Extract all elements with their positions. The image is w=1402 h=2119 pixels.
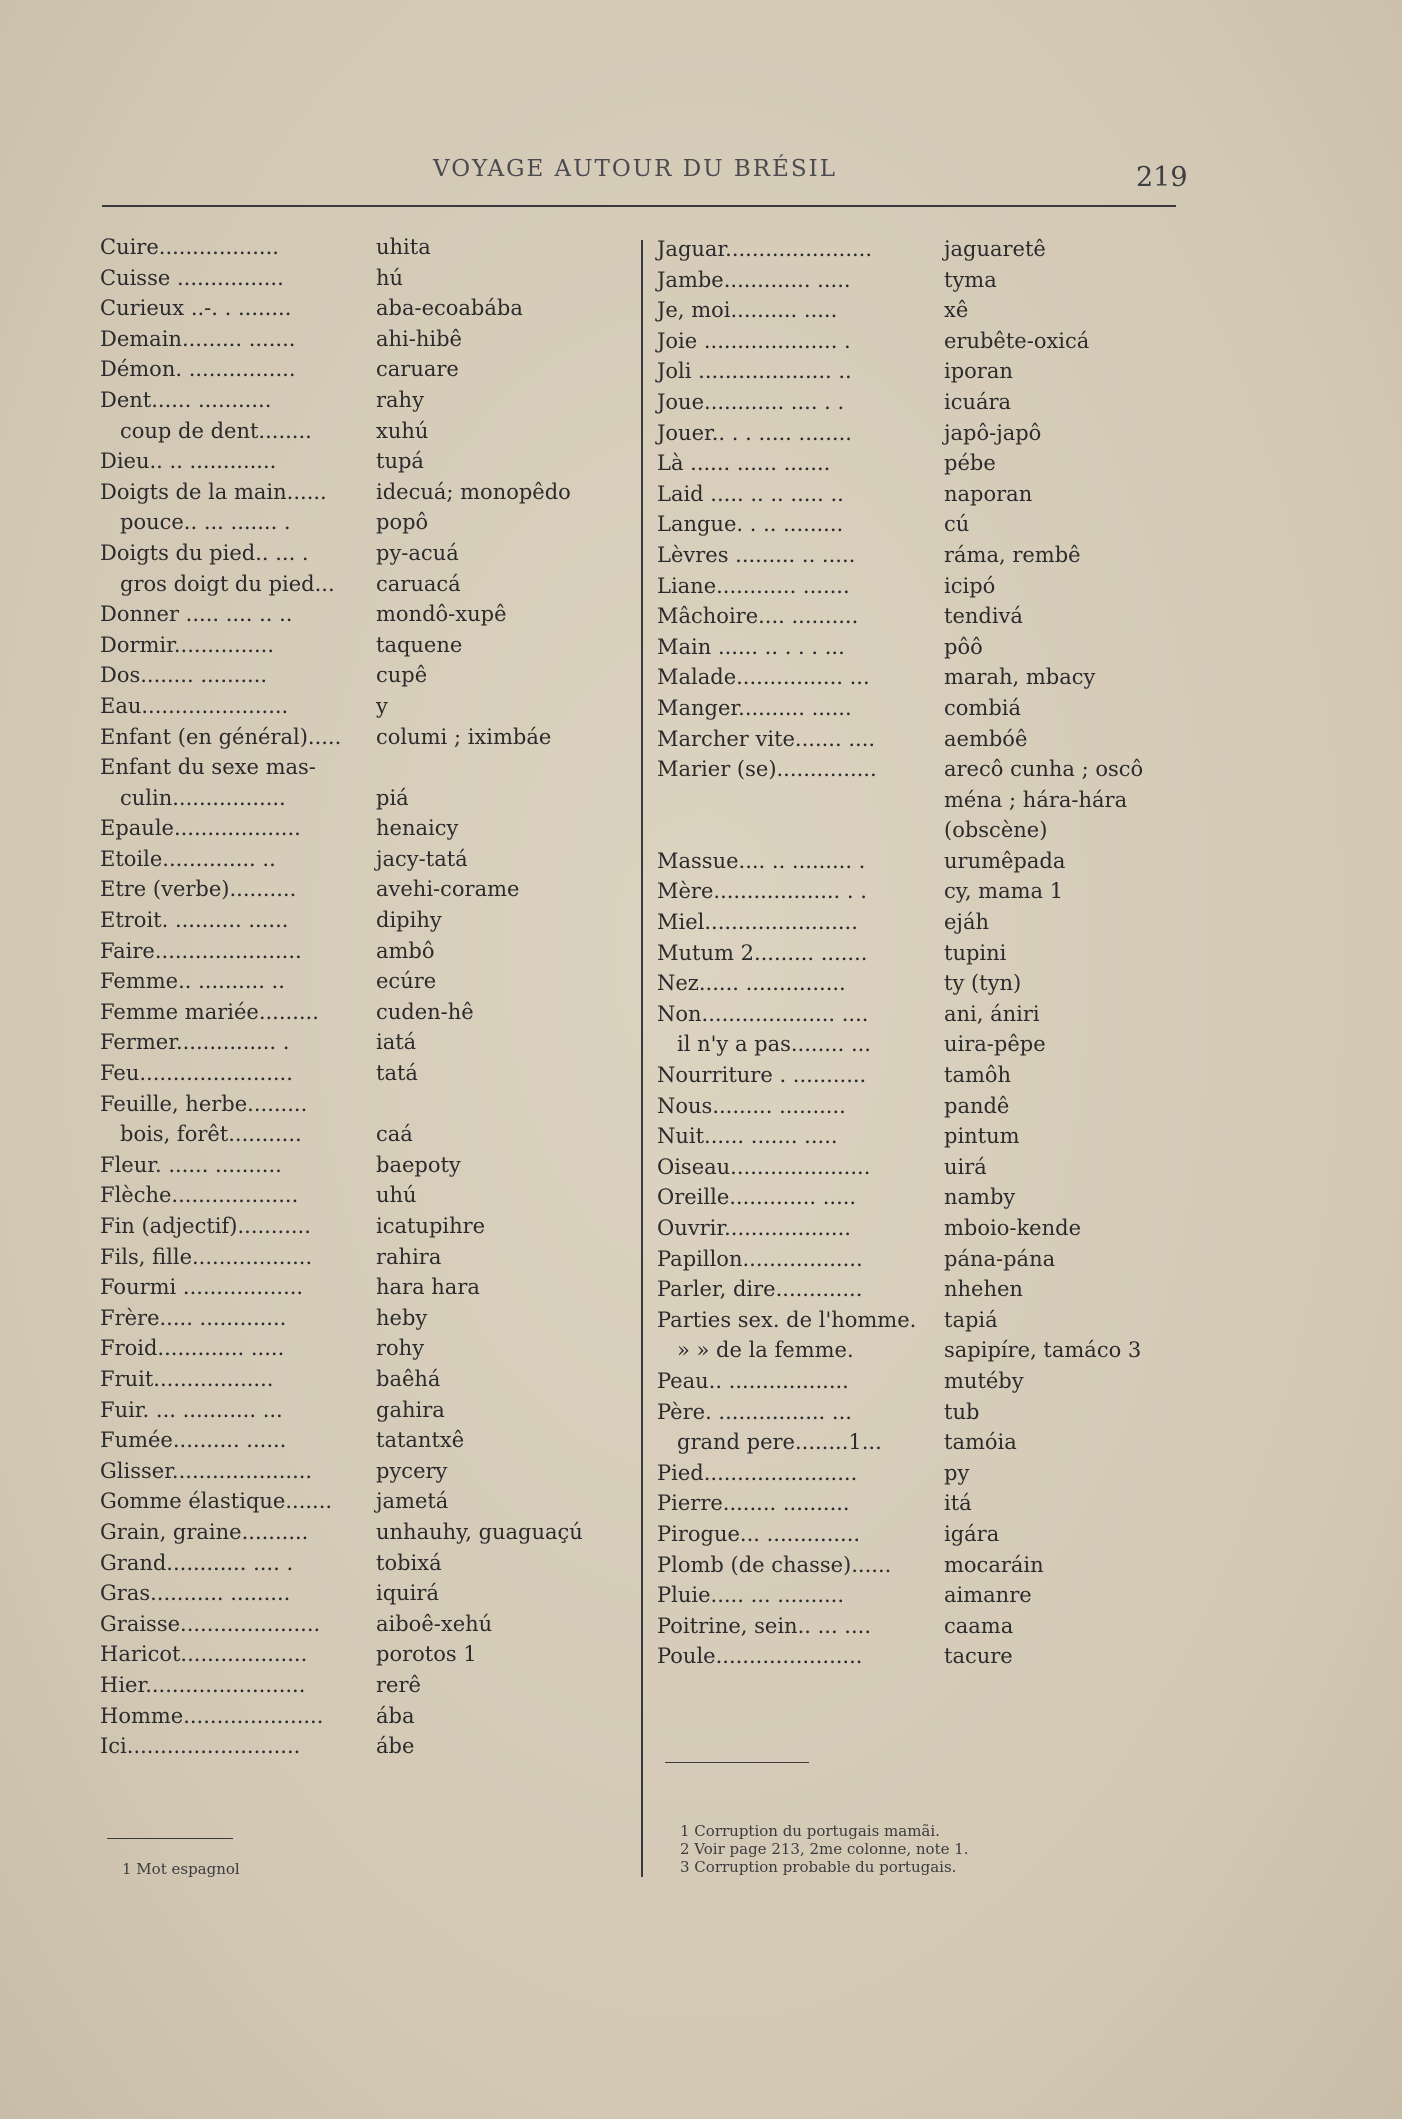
header-rule	[102, 205, 1176, 207]
french-term: Enfant (en général).....	[100, 724, 342, 749]
tupi-term: aiboê-xehú	[376, 1611, 493, 1636]
tupi-term: combiá	[944, 695, 1021, 720]
french-term: Eau......................	[100, 693, 289, 718]
tupi-term: japô-japô	[944, 420, 1042, 445]
tupi-term: marah, mbacy	[944, 665, 1096, 690]
french-term: coup de dent........	[120, 418, 312, 443]
french-term: Mère................... . .	[657, 879, 867, 904]
page-number: 219	[1136, 162, 1188, 193]
french-term: Manger.......... ......	[657, 695, 852, 720]
tupi-term: taquene	[376, 632, 463, 657]
french-term: Glisser.....................	[100, 1458, 313, 1483]
french-term: Fermer............... .	[100, 1030, 290, 1055]
french-term: Main ...... .. . . . ...	[657, 634, 845, 659]
french-term: Cuisse ................	[100, 265, 284, 290]
french-term: Doigts du pied.. ... .	[100, 540, 309, 565]
footnote-rule-right	[665, 1762, 809, 1763]
french-term: Lèvres ......... .. .....	[657, 542, 856, 567]
tupi-term: tupá	[376, 449, 424, 474]
tupi-term: sapipíre, tamáco 3	[944, 1338, 1142, 1363]
tupi-term: tub	[944, 1399, 980, 1424]
french-term: » » de la femme.	[677, 1338, 854, 1363]
footnote-rule-left	[107, 1838, 233, 1839]
tupi-term: tatá	[376, 1061, 418, 1086]
french-term: Donner ..... .... .. ..	[100, 602, 293, 627]
french-term: Fumée.......... ......	[100, 1428, 287, 1453]
tupi-term: tapiá	[944, 1307, 998, 1332]
french-term: Jambe............. .....	[657, 267, 851, 292]
french-term: Fuir. ... ........... ...	[100, 1397, 283, 1422]
tupi-term: ména ; hára-hára	[944, 787, 1128, 812]
tupi-term: ambô	[376, 938, 435, 963]
french-term: Flèche...................	[100, 1183, 299, 1208]
french-term: Démon. ................	[100, 357, 296, 382]
footnote-right-2: 2 Voir page 213, 2me colonne, note 1.	[680, 1840, 969, 1858]
french-term: Pirogue... ..............	[657, 1521, 861, 1546]
french-term: Feuille, herbe.........	[100, 1091, 308, 1116]
tupi-term: heby	[376, 1305, 428, 1330]
french-term: Liane............ .......	[657, 573, 850, 598]
tupi-term: caá	[376, 1122, 413, 1147]
french-term: Doigts de la main......	[100, 479, 327, 504]
tupi-term: uhú	[376, 1183, 417, 1208]
tupi-term: gahira	[376, 1397, 445, 1422]
tupi-term: aba-ecoabába	[376, 296, 523, 321]
french-term: Langue. . .. .........	[657, 512, 844, 537]
tupi-term: hú	[376, 265, 404, 290]
french-term: Mutum 2......... .......	[657, 940, 868, 965]
french-term: bois, forêt...........	[120, 1122, 302, 1147]
french-term: Grain, graine..........	[100, 1519, 309, 1544]
french-term: Pierre........ ..........	[657, 1491, 850, 1516]
tupi-term: porotos 1	[376, 1642, 477, 1667]
french-term: culin.................	[120, 785, 286, 810]
tupi-term: jaguaretê	[944, 237, 1046, 261]
french-term: Graisse.....................	[100, 1611, 321, 1636]
tupi-term: cy, mama 1	[944, 879, 1064, 904]
french-term: Froid............. .....	[100, 1336, 285, 1361]
french-term: Marcher vite....... ....	[657, 726, 876, 751]
french-term: Femme mariée.........	[100, 999, 319, 1024]
french-term: Gras........... .........	[100, 1581, 291, 1606]
tupi-term: ráma, rembê	[944, 542, 1081, 567]
tupi-term: icuára	[944, 389, 1012, 414]
french-term: Père. ................ ...	[657, 1399, 852, 1424]
french-term: Curieux ..-. . ........	[100, 296, 292, 321]
tupi-term: popô	[376, 510, 429, 535]
tupi-term: mutéby	[944, 1368, 1024, 1393]
french-term: Oreille............. .....	[657, 1185, 857, 1210]
tupi-term: icatupihre	[376, 1214, 486, 1238]
french-term: Malade................ ...	[657, 665, 870, 690]
tupi-term: urumêpada	[944, 848, 1066, 873]
french-term: Joue............ .... . .	[657, 389, 845, 414]
tupi-term: pandê	[944, 1093, 1010, 1118]
tupi-term: cupê	[376, 663, 428, 688]
tupi-term: rahy	[376, 387, 424, 412]
tupi-term: y	[376, 693, 388, 718]
french-term: Fourmi ..................	[100, 1275, 304, 1300]
tupi-term: mboio-kende	[944, 1216, 1082, 1240]
french-term: Poule......................	[657, 1644, 863, 1669]
french-term: Pied.......................	[657, 1460, 858, 1485]
french-term: Mâchoire.... ..........	[657, 604, 859, 629]
tupi-term: baepoty	[376, 1152, 461, 1177]
french-term: Dent...... ...........	[100, 387, 272, 412]
tupi-term: dipihy	[376, 908, 442, 933]
french-term: Pluie..... ... ..........	[657, 1583, 845, 1608]
tupi-term: iquirá	[376, 1581, 439, 1606]
french-term: Dieu.. .. .............	[100, 449, 277, 474]
tupi-term: ecúre	[376, 969, 437, 994]
french-term: Plomb (de chasse)......	[657, 1552, 892, 1577]
tupi-term: ani, ániri	[944, 1001, 1040, 1026]
footnote-right-1: 1 Corruption du portugais mamãi.	[680, 1822, 940, 1840]
tupi-term: ábe	[376, 1734, 415, 1759]
tupi-term: iporan	[944, 359, 1013, 384]
tupi-term: caama	[944, 1613, 1014, 1638]
french-term: Ouvrir...................	[657, 1216, 851, 1240]
french-term: Laid ..... .. .. ..... ..	[657, 481, 844, 506]
french-term: il n'y a pas........ ...	[677, 1032, 871, 1057]
tupi-term: tyma	[944, 267, 997, 292]
french-term: Papillon..................	[657, 1246, 863, 1271]
french-term: Hier........................	[100, 1672, 306, 1697]
tupi-term: ty (tyn)	[944, 971, 1022, 996]
french-term: Homme.....................	[100, 1703, 324, 1728]
tupi-term: caruare	[376, 357, 459, 382]
tupi-term: pintum	[944, 1124, 1020, 1149]
french-term: Peau.. ..................	[657, 1368, 849, 1393]
tupi-term: pycery	[376, 1458, 448, 1483]
tupi-term: tobixá	[376, 1550, 442, 1575]
footnote-left-1: 1 Mot espagnol	[122, 1860, 240, 1878]
tupi-term: unhauhy, guaguaçú	[376, 1519, 583, 1544]
french-term: Feu.......................	[100, 1061, 293, 1086]
tupi-term: mondô-xupê	[376, 602, 507, 627]
french-term: Fin (adjectif)...........	[100, 1214, 311, 1238]
tupi-term: erubête-oxicá	[944, 328, 1090, 353]
french-term: Gomme élastique.......	[100, 1489, 333, 1514]
french-term: Je, moi.......... .....	[657, 298, 838, 323]
tupi-term: tacure	[944, 1644, 1013, 1669]
french-term: pouce.. ... ....... .	[120, 510, 291, 535]
french-term: Enfant du sexe mas-	[100, 755, 316, 780]
tupi-term: aimanre	[944, 1583, 1032, 1608]
tupi-term: tupini	[944, 940, 1007, 965]
french-term: Non.................... ....	[657, 1001, 869, 1026]
french-term: Faire......................	[100, 938, 302, 963]
tupi-term: naporan	[944, 481, 1033, 506]
tupi-term: ába	[376, 1703, 415, 1728]
french-term: Nuit...... ....... .....	[657, 1124, 838, 1149]
french-term: Fruit..................	[100, 1366, 274, 1391]
tupi-term: namby	[944, 1185, 1016, 1210]
tupi-term: tamôh	[944, 1063, 1012, 1088]
tupi-term: iatá	[376, 1030, 417, 1055]
footnote-right-3: 3 Corruption probable du portugais.	[680, 1858, 957, 1876]
tupi-term: hara hara	[376, 1275, 480, 1300]
french-term: Là ...... ...... .......	[657, 451, 831, 476]
tupi-term: cuden-hê	[376, 999, 474, 1024]
french-term: Jouer.. . . ..... ........	[657, 420, 852, 445]
tupi-term: tamóia	[944, 1430, 1017, 1455]
running-head: VOYAGE AUTOUR DU BRÉSIL	[433, 156, 838, 182]
french-term: Fleur. ...... ..........	[100, 1152, 282, 1177]
french-term: Grand............ .... .	[100, 1550, 294, 1575]
french-term: Etoile.............. ..	[100, 846, 276, 871]
french-term: gros doigt du pied...	[120, 571, 335, 596]
tupi-term: piá	[376, 785, 409, 810]
french-term: Parties sex. de l'homme.	[657, 1307, 917, 1332]
french-term: Etre (verbe)..........	[100, 877, 297, 902]
tupi-term: tendivá	[944, 604, 1023, 629]
tupi-term: rohy	[376, 1336, 425, 1361]
french-term: Joie .................... .	[657, 328, 851, 353]
tupi-term: uira-pêpe	[944, 1032, 1046, 1057]
french-term: Dos........ ..........	[100, 663, 268, 688]
french-term: Massue.... .. ......... .	[657, 848, 866, 873]
tupi-term: py-acuá	[376, 540, 459, 565]
french-term: Nourriture . ...........	[657, 1063, 867, 1088]
tupi-term: avehi-corame	[376, 877, 520, 902]
tupi-term: tatantxê	[376, 1428, 465, 1453]
tupi-term: rerê	[376, 1672, 421, 1697]
french-term: Jaguar......................	[657, 237, 873, 261]
french-term: Oiseau.....................	[657, 1154, 871, 1179]
tupi-term: henaicy	[376, 816, 459, 841]
tupi-term: mocaráin	[944, 1552, 1044, 1577]
french-term: Haricot...................	[100, 1642, 308, 1667]
french-term: Poitrine, sein.. ... ....	[657, 1613, 872, 1638]
tupi-term: pána-pána	[944, 1246, 1056, 1271]
french-term: Femme.. .......... ..	[100, 969, 285, 994]
french-term: Nous......... ..........	[657, 1093, 846, 1118]
tupi-term: columi ; iximbáe	[376, 724, 552, 749]
tupi-term: itá	[944, 1491, 972, 1516]
tupi-term: uhita	[376, 235, 431, 259]
tupi-term: arecô cunha ; oscô	[944, 757, 1144, 782]
tupi-term: igára	[944, 1521, 1000, 1546]
french-term: Nez...... ...............	[657, 971, 846, 996]
french-term: Marier (se)...............	[657, 757, 877, 782]
tupi-term: cú	[944, 512, 970, 537]
french-term: Etroit. .......... ......	[100, 908, 289, 933]
tupi-term: ahi-hibê	[376, 326, 462, 351]
tupi-term: icipó	[944, 573, 996, 598]
tupi-term: baêhá	[376, 1366, 441, 1391]
french-term: grand pere........1...	[677, 1430, 882, 1455]
french-term: Frère..... .............	[100, 1305, 287, 1330]
french-term: Joli .................... ..	[657, 359, 852, 384]
french-term: Cuire..................	[100, 235, 279, 259]
tupi-term: pôô	[944, 634, 983, 659]
tupi-term: uirá	[944, 1154, 987, 1179]
tupi-term: nhehen	[944, 1277, 1023, 1302]
french-term: Fils, fille..................	[100, 1244, 313, 1269]
tupi-term: xê	[944, 298, 969, 323]
tupi-term: py	[944, 1460, 970, 1485]
tupi-term: xuhú	[376, 418, 429, 443]
tupi-term: rahira	[376, 1244, 442, 1269]
tupi-term: aembóê	[944, 726, 1028, 751]
french-term: Epaule...................	[100, 816, 301, 841]
french-term: Demain......... .......	[100, 326, 296, 351]
tupi-term: caruacá	[376, 571, 461, 596]
tupi-term: jametá	[376, 1489, 449, 1514]
column-divider	[641, 240, 643, 1877]
tupi-term: jacy-tatá	[376, 846, 468, 871]
tupi-term: ejáh	[944, 910, 989, 935]
tupi-term: idecuá; monopêdo	[376, 479, 571, 504]
tupi-term: (obscène)	[944, 818, 1048, 843]
french-term: Parler, dire.............	[657, 1277, 863, 1302]
french-term: Dormir...............	[100, 632, 275, 657]
french-term: Miel.......................	[657, 910, 858, 935]
tupi-term: pébe	[944, 451, 996, 476]
french-term: Ici..........................	[100, 1734, 301, 1759]
